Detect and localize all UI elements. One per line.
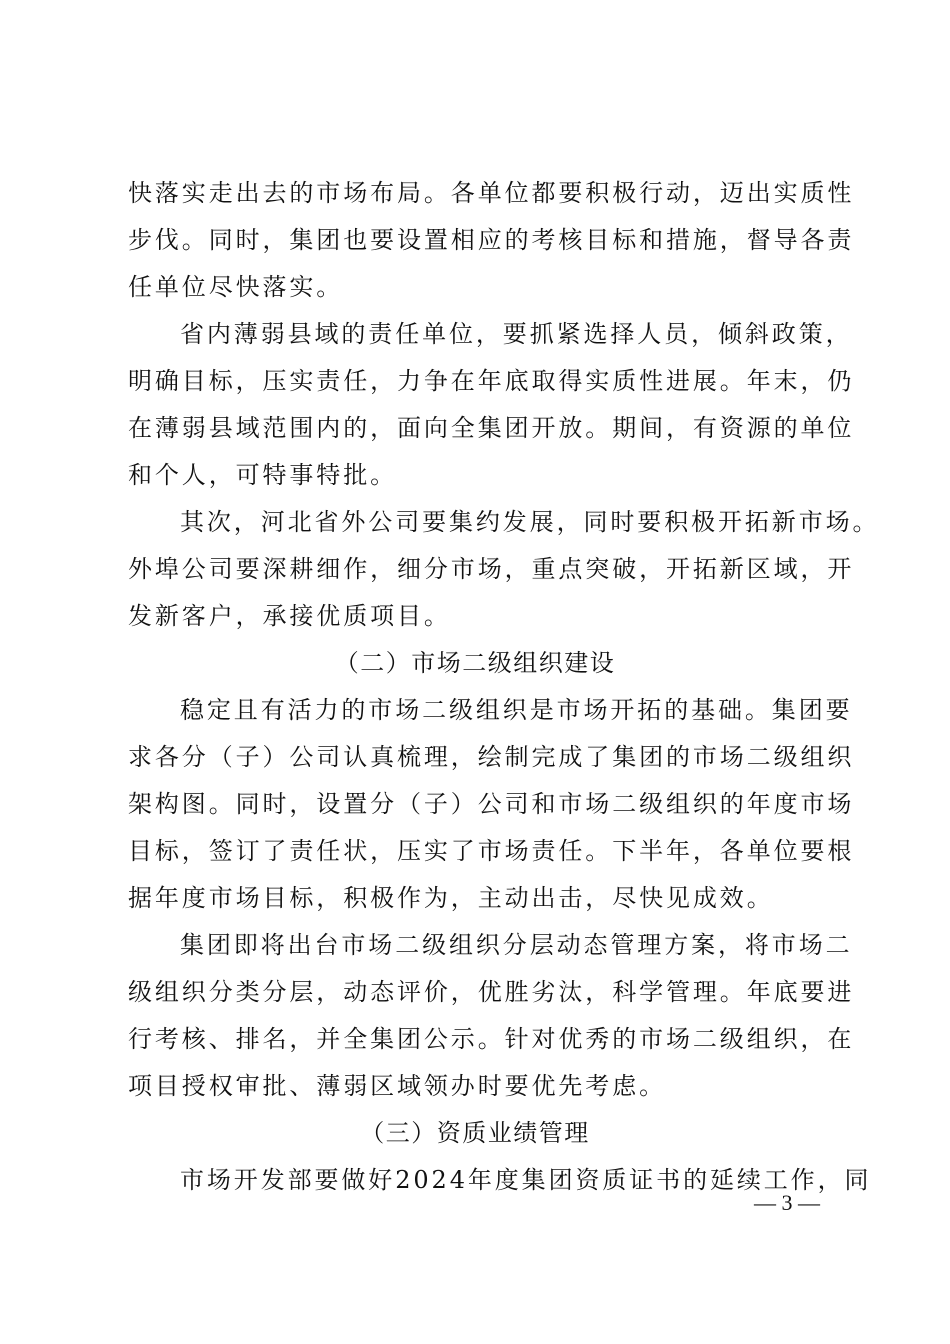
text-line: 步伐。同时，集团也要设置相应的考核目标和措施，督导各责 [128,226,855,254]
text-line: 发新客户，承接优质项目。 [128,602,451,630]
text-line: 明确目标，压实责任，力争在年底取得实质性进展。年末，仍 [128,367,855,395]
text-line: 外埠公司要深耕细作，细分市场，重点突破，开拓新区域，开 [128,555,855,583]
text-line: 行考核、排名，并全集团公示。针对优秀的市场二级组织，在 [128,1025,855,1053]
text-line: 稳定且有活力的市场二级组织是市场开拓的基础。集团要 [180,696,853,724]
text-line: 和个人，可特事特批。 [128,461,397,489]
text-line: 目标，签订了责任状，压实了市场责任。下半年，各单位要根 [128,837,855,865]
text-line: 据年度市场目标，积极作为，主动出击，尽快见成效。 [128,884,774,912]
text-line: 省内薄弱县域的责任单位，要抓紧选择人员，倾斜政策， [180,320,853,348]
body-text [128,170,880,1204]
text-line: 其次，河北省外公司要集约发展，同时要积极开拓新市场。 [180,508,880,536]
section-heading: （三）资质业绩管理 [360,1119,590,1147]
text-line: 集团即将出台市场二级组织分层动态管理方案，将市场二 [180,931,853,959]
text-line: 架构图。同时，设置分（子）公司和市场二级组织的年度市场 [128,790,855,818]
text-line: 项目授权审批、薄弱区域领办时要优先考虑。 [128,1072,666,1100]
text-line: 在薄弱县域范围内的，面向全集团开放。期间，有资源的单位 [128,414,855,442]
text-line: 级组织分类分层，动态评价，优胜劣汰，科学管理。年底要进 [128,978,855,1006]
text-line: 快落实走出去的市场布局。各单位都要积极行动，迈出实质性 [128,179,855,207]
text-line: 市场开发部要做好2024年度集团资质证书的延续工作，同 [180,1166,872,1194]
section-heading: （二）市场二级组织建设 [334,649,616,677]
page-number: — 3 — [754,1190,820,1215]
text-line: 任单位尽快落实。 [128,273,344,301]
text-line: 求各分（子）公司认真梳理，绘制完成了集团的市场二级组织 [128,743,855,771]
